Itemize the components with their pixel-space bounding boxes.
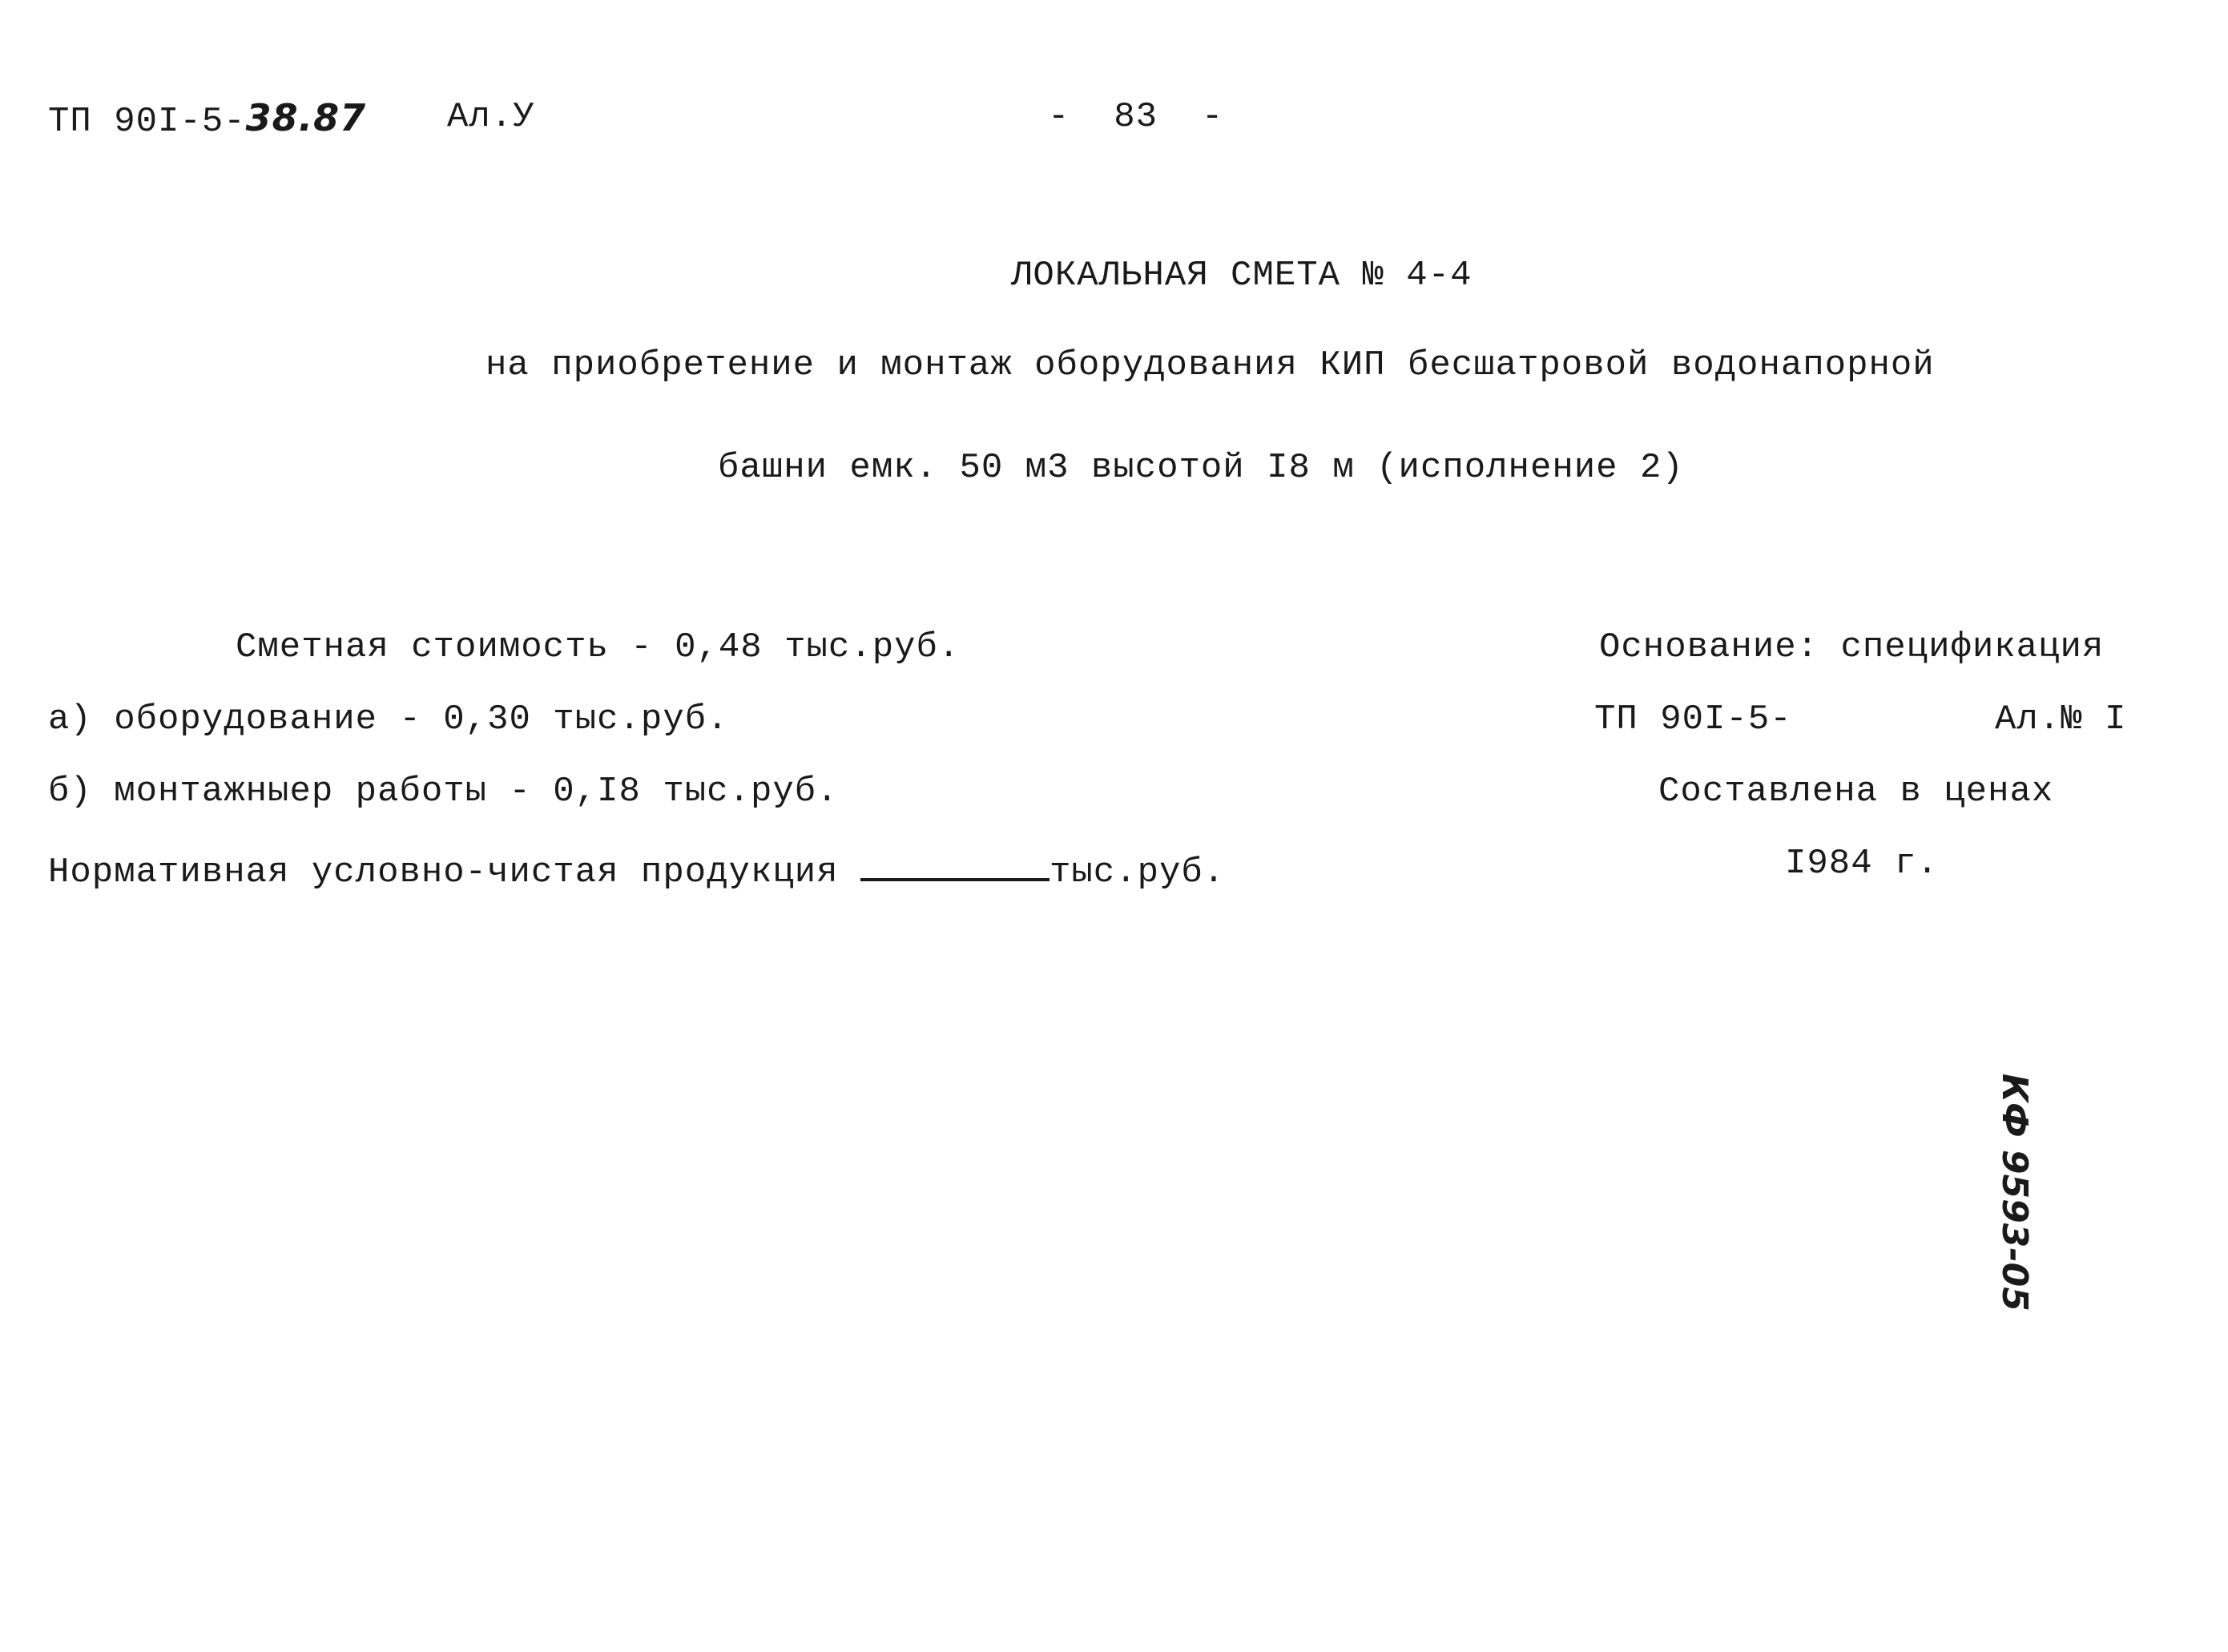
page-number: - 83 - — [1048, 97, 1224, 137]
basis-tp-reference: ТП 90I-5- — [1594, 699, 1792, 739]
equipment-cost: а) оборудование - 0,30 тыс.руб. — [48, 699, 729, 739]
basis-album-reference: Ал.№ I — [1995, 699, 2127, 739]
basis-label: Основание: спецификация — [1599, 627, 2105, 667]
normative-product-unit: тыс.руб. — [1049, 852, 1226, 892]
prices-year: I984 г. — [1785, 844, 1939, 884]
normative-product-line — [48, 846, 1225, 890]
blank-underline — [860, 846, 1050, 881]
estimate-subtitle-line-2: башни емк. 50 м3 высотой I8 м (исполнение 2) — [718, 448, 1684, 488]
archive-stamp: КФ 9593-05 — [1994, 1074, 2035, 1312]
estimate-title: ЛОКАЛЬНАЯ СМЕТА № 4-4 — [1011, 256, 1473, 296]
estimate-subtitle-line-1: на приобретение и монтаж оборудования КИП бесшатровой водонапорной — [485, 345, 1935, 385]
document-code-handwritten: 38.87 — [245, 96, 367, 139]
estimated-cost: Сметная стоимость - 0,48 тыс.руб. — [236, 627, 961, 667]
installation-cost: б) монтажныер работы - 0,I8 тыс.руб. — [48, 772, 839, 812]
prices-label: Составлена в ценах — [1658, 772, 2054, 812]
document-code — [48, 96, 367, 142]
album-label: Ал.У — [447, 97, 535, 137]
document-code-typed: ТП 90I-5- — [48, 102, 246, 142]
normative-product-label: Нормативная условно-чистая продукция — [48, 852, 860, 892]
